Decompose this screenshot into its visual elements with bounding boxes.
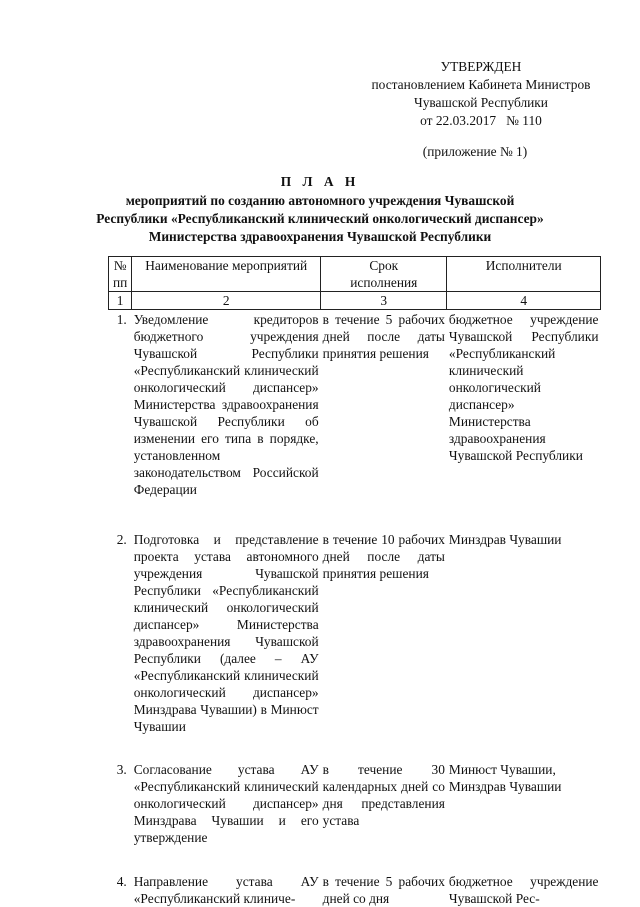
header-term-line-1: Срок — [369, 258, 399, 273]
plan-table — [108, 256, 601, 907]
table-row — [109, 872, 601, 907]
header-num-line-1: № — [113, 258, 127, 273]
row-number: 2. — [116, 532, 127, 547]
header-executors: Исполнители — [447, 257, 601, 292]
title-line-2: Республики «Республиканский клинический онкологический диспансер» — [96, 211, 544, 226]
approval-block — [356, 58, 606, 130]
appendix-label: (приложение № 1) — [422, 144, 528, 159]
row-activity: Подготовка и представление проекта устава автономного учреждения Чувашской Республики «Республиканский клинический онкологический диспансер» Министерства здравоохранения Чувашской Республики (далее – АУ «Республиканский клинический онкологический диспансер» Минздрава Чувашии) в Минюст Чувашии — [133, 532, 319, 734]
title-plan: П Л А Н — [280, 174, 360, 189]
header-term — [321, 257, 447, 292]
row-spacer — [109, 735, 601, 760]
row-number: 1. — [116, 312, 127, 327]
approval-line-decree: постановлением Кабинета Министров — [371, 77, 591, 92]
document-title — [80, 173, 560, 246]
row-term: в течение 5 рабочих дней после даты принятия решения — [322, 312, 445, 361]
row-executors: бюджетное учреждение Чувашской Республики «Республиканский клинический онкологический диспансер» Министерства здравоохранения Чувашской Республики — [448, 312, 599, 463]
row-spacer — [109, 846, 601, 872]
header-num-line-2: пп — [112, 275, 128, 290]
row-spacer — [109, 498, 601, 530]
column-numbers-row — [109, 292, 601, 310]
row-activity: Уведомление кредиторов бюджетного учреждения Чувашской Республики «Республиканский клинический онкологический диспансер» Министерства здравоохранения Чувашской Республики об изменении его типа в порядке, установленном законодательством Российской Федерации — [133, 312, 319, 497]
title-line-3: Министерства здравоохранения Чувашской Республики — [148, 229, 492, 244]
row-term: в течение 10 рабочих дней после даты принятия решения — [322, 532, 445, 581]
row-term: в течение 5 рабочих дней со дня — [322, 874, 445, 906]
row-executors: Минюст Чувашии, Минздрав Чувашии — [448, 762, 562, 794]
row-number: 3. — [116, 762, 127, 777]
column-number: 3 — [321, 292, 447, 310]
column-number: 2 — [132, 292, 321, 310]
approval-line-republic: Чувашской Республики — [414, 95, 548, 110]
table-row — [109, 760, 601, 846]
header-name: Наименование мероприятий — [132, 257, 321, 292]
row-executors: бюджетное учреждение Чувашской Рес- — [448, 874, 599, 906]
table-row — [109, 310, 601, 499]
row-executors: Минздрав Чувашии — [448, 532, 562, 547]
approval-title: УТВЕРЖДЕН — [440, 59, 522, 74]
row-activity: Направление устава АУ «Республиканский клиниче- — [133, 874, 319, 906]
column-number: 1 — [109, 292, 132, 310]
approval-line-date: от 22.03.2017 № 110 — [420, 113, 542, 128]
header-num — [109, 257, 132, 292]
table-row — [109, 530, 601, 735]
row-number: 4. — [116, 874, 127, 889]
header-term-line-2: исполнения — [350, 275, 418, 290]
table-header-row — [109, 257, 601, 292]
row-activity: Согласование устава АУ «Республиканский клинический онкологический диспансер» Минздрава Чувашии и его утверждение — [133, 762, 319, 845]
row-term: в течение 30 календарных дней со дня представления устава — [322, 762, 445, 828]
column-number: 4 — [447, 292, 601, 310]
title-line-1: мероприятий по созданию автономного учреждения Чувашской — [125, 193, 515, 208]
